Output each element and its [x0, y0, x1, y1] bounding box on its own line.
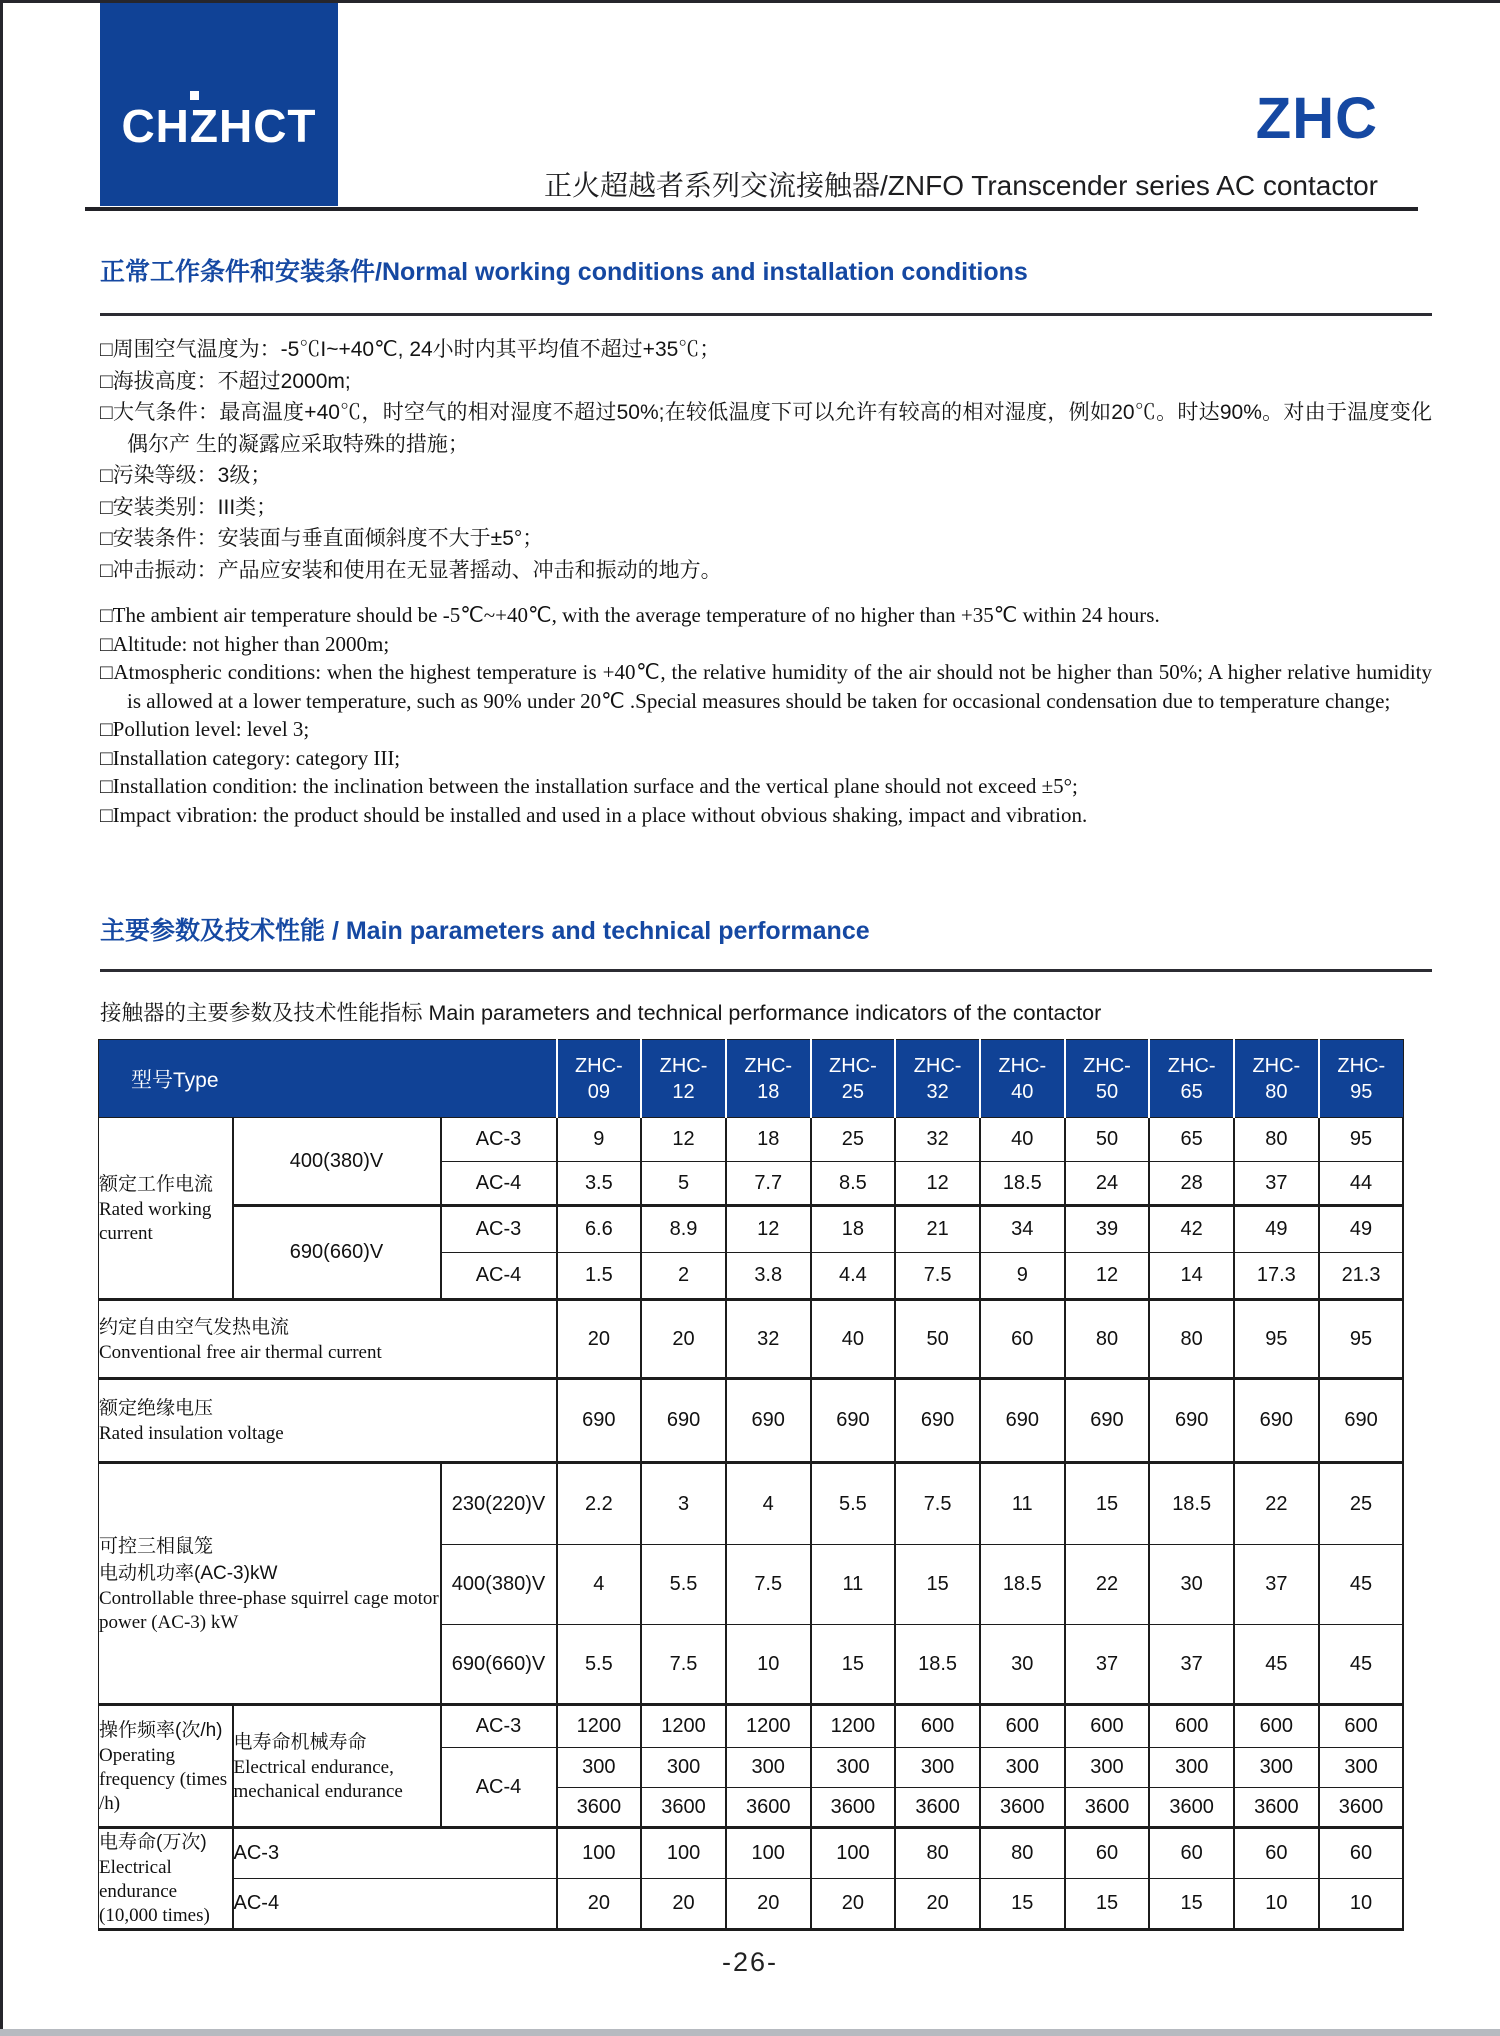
value-cell: 18 — [726, 1118, 811, 1162]
model-prefix: ZHC- — [913, 1054, 962, 1077]
value-cell: 15 — [895, 1545, 980, 1625]
model-number: 32 — [926, 1080, 949, 1103]
value-cell: 5 — [641, 1162, 726, 1206]
value-cell: 28 — [1149, 1162, 1234, 1206]
table-row — [99, 1463, 1404, 1545]
value-cell: 3600 — [1319, 1788, 1404, 1828]
label-cn: 约定自由空气发热电流 — [99, 1316, 290, 1338]
table-row — [99, 1879, 1404, 1930]
value-cell: 690 — [1319, 1379, 1404, 1463]
value-cell: 300 — [726, 1748, 811, 1788]
value-cell: 50 — [1065, 1118, 1150, 1162]
value-cell: 690 — [1234, 1379, 1319, 1463]
value-cell: 6.6 — [557, 1206, 642, 1253]
list-item: □Altitude: not higher than 2000m; — [100, 631, 390, 656]
list-item: □Pollution level: level 3; — [100, 717, 310, 741]
value-cell: 25 — [1319, 1463, 1404, 1545]
value-cell: 80 — [1234, 1118, 1319, 1162]
table-header-row — [99, 1040, 1404, 1118]
series-subtitle: 正火超越者系列交流接触器/ZNFO Transcender series AC contactor — [544, 170, 1378, 201]
value-cell: 3600 — [726, 1788, 811, 1828]
value-cell: 300 — [1149, 1748, 1234, 1788]
value-cell: 3600 — [811, 1788, 896, 1828]
value-cell: 24 — [1065, 1162, 1150, 1206]
value-cell: 3600 — [980, 1788, 1065, 1828]
value-cell: 300 — [980, 1748, 1065, 1788]
table-intro-text: 接触器的主要参数及技术性能指标 Main parameters and technical performance indicators of the contactor — [100, 1001, 1102, 1025]
value-cell: 3600 — [1065, 1788, 1150, 1828]
label-en: Rated working current — [99, 1198, 212, 1244]
list-item: □The ambient air temperature should be -5℃~+40℃, with the average temperature of no higher than +35℃ within 24 hours. — [100, 603, 1160, 627]
value-cell: 22 — [1065, 1545, 1150, 1625]
value-cell: 12 — [895, 1162, 980, 1206]
model-prefix: ZHC- — [744, 1054, 793, 1077]
value-cell: 1200 — [641, 1705, 726, 1748]
value-cell: 8.5 — [811, 1162, 896, 1206]
value-cell: 60 — [1149, 1828, 1234, 1879]
value-cell: 65 — [1149, 1118, 1234, 1162]
value-cell: 7.5 — [641, 1625, 726, 1705]
value-cell: 80 — [895, 1828, 980, 1879]
value-cell: 600 — [980, 1705, 1065, 1748]
value-cell: 10 — [726, 1625, 811, 1705]
value-cell: 11 — [811, 1545, 896, 1625]
value-cell: 10 — [1319, 1879, 1404, 1930]
value-cell: 2.2 — [557, 1463, 642, 1545]
brand-logo — [100, 3, 338, 206]
page-bottom-edge — [0, 2029, 1500, 2036]
model-number: 50 — [1095, 1080, 1119, 1103]
value-cell: 18 — [811, 1206, 896, 1253]
value-cell: 18.5 — [980, 1162, 1065, 1206]
value-cell: 3600 — [1234, 1788, 1319, 1828]
value-cell: 49 — [1234, 1206, 1319, 1253]
value-cell: 300 — [641, 1748, 726, 1788]
label-en: Electrical endurance (10,000 times) — [99, 1857, 210, 1926]
value-cell: 60 — [980, 1300, 1065, 1379]
value-cell: 300 — [1319, 1748, 1404, 1788]
list-item: □大气条件：最高温度+40℃，时空气的相对湿度不超过50%;在较低温度下可以允许有较高的相对湿度，例如20℃。时达90%。对由于温度变化偶尔产 生的凝露应采取特殊的措施； — [100, 401, 1432, 456]
value-cell: 7.5 — [895, 1253, 980, 1300]
header-model-cell — [1065, 1040, 1150, 1118]
header-type-cell: 型号Type — [99, 1040, 557, 1118]
row-label-thermal-current — [99, 1300, 557, 1379]
value-cell: 12 — [641, 1118, 726, 1162]
row-label-electrical-endurance — [99, 1828, 233, 1930]
ac-category-cell: AC-4 — [441, 1748, 557, 1828]
value-cell: 3.8 — [726, 1253, 811, 1300]
value-cell: 95 — [1319, 1118, 1404, 1162]
value-cell: 690 — [641, 1379, 726, 1463]
value-cell: 18.5 — [980, 1545, 1065, 1625]
value-cell: 5.5 — [557, 1625, 642, 1705]
value-cell: 21 — [895, 1206, 980, 1253]
value-cell: 40 — [980, 1118, 1065, 1162]
value-cell: 20 — [641, 1879, 726, 1930]
section-working-conditions — [100, 256, 1432, 829]
value-cell: 2 — [641, 1253, 726, 1300]
page-number: -26- — [721, 1947, 778, 1977]
list-item: □冲击振动：产品应安装和使用在无显著摇动、冲击和振动的地方。 — [100, 558, 722, 582]
model-prefix: ZHC- — [998, 1054, 1047, 1077]
product-code-title: ZHC — [1255, 86, 1378, 151]
label-en: Electrical endurance, mechanical endurance — [233, 1756, 403, 1802]
voltage-cell: 400(380)V — [441, 1545, 557, 1625]
row-label-motor-power — [99, 1463, 441, 1705]
value-cell: 300 — [1065, 1748, 1150, 1788]
value-cell: 12 — [1065, 1253, 1150, 1300]
value-cell: 14 — [1149, 1253, 1234, 1300]
value-cell: 20 — [557, 1879, 642, 1930]
row-label-rated-current — [99, 1118, 233, 1300]
ac-category-cell: AC-3 — [441, 1118, 557, 1162]
list-item: □安装条件：安装面与垂直面倾斜度不大于±5°； — [100, 527, 544, 550]
value-cell: 95 — [1234, 1300, 1319, 1379]
value-cell: 600 — [1065, 1705, 1150, 1748]
header-model-cell — [641, 1040, 726, 1118]
value-cell: 300 — [557, 1748, 642, 1788]
value-cell: 95 — [1319, 1300, 1404, 1379]
value-cell: 300 — [1234, 1748, 1319, 1788]
value-cell: 45 — [1234, 1625, 1319, 1705]
value-cell: 3600 — [557, 1788, 642, 1828]
value-cell: 3.5 — [557, 1162, 642, 1206]
value-cell: 3600 — [641, 1788, 726, 1828]
value-cell: 80 — [980, 1828, 1065, 1879]
label-cn: 电动机功率(AC-3)kW — [99, 1562, 278, 1584]
value-cell: 20 — [726, 1879, 811, 1930]
label-en: Controllable three-phase squirrel cage motor power (AC-3) kW — [99, 1587, 439, 1633]
list-item: □Atmospheric conditions: when the highest temperature is +40℃, the relative humidity of the air should not be higher than 50%; A higher relative humidity is allowed at a lower temperature, such as 90% under 20℃ .Special measures should be taken for occasional condensation due to temperature change; — [100, 660, 1432, 713]
value-cell: 690 — [980, 1379, 1065, 1463]
value-cell: 4 — [557, 1545, 642, 1625]
value-cell: 15 — [1065, 1879, 1150, 1930]
value-cell: 11 — [980, 1463, 1065, 1545]
voltage-cell: 230(220)V — [441, 1463, 557, 1545]
list-item: □污染等级：3级； — [100, 464, 272, 487]
section-main-parameters — [100, 905, 1432, 1027]
ac-category-cell: AC-4 — [233, 1879, 557, 1930]
ac-category-cell: AC-3 — [441, 1206, 557, 1253]
value-cell: 3600 — [1149, 1788, 1234, 1828]
value-cell: 4 — [726, 1463, 811, 1545]
value-cell: 20 — [811, 1879, 896, 1930]
value-cell: 5.5 — [641, 1545, 726, 1625]
model-number: 25 — [841, 1080, 865, 1103]
list-item: □海拔高度：不超过2000m; — [100, 369, 351, 393]
model-prefix: ZHC- — [574, 1054, 623, 1077]
value-cell: 20 — [641, 1300, 726, 1379]
value-cell: 49 — [1319, 1206, 1404, 1253]
model-prefix: ZHC- — [1252, 1054, 1301, 1077]
model-prefix: ZHC- — [659, 1054, 708, 1077]
list-item: □Installation category: category III; — [100, 745, 401, 770]
value-cell: 37 — [1065, 1625, 1150, 1705]
header-model-cell — [811, 1040, 896, 1118]
value-cell: 39 — [1065, 1206, 1150, 1253]
list-item: □Installation condition: the inclination between the installation surface and the vertical plane should not exceed ±5°; — [100, 774, 1078, 798]
header-model-cell — [1319, 1040, 1404, 1118]
header-model-cell — [895, 1040, 980, 1118]
table-row — [99, 1705, 1404, 1748]
row-label-insulation-voltage — [99, 1379, 557, 1463]
value-cell: 10 — [1234, 1879, 1319, 1930]
value-cell: 1200 — [811, 1705, 896, 1748]
value-cell: 5.5 — [811, 1463, 896, 1545]
row-label-endurance-type — [233, 1705, 441, 1828]
model-number: 80 — [1265, 1080, 1288, 1103]
value-cell: 690 — [811, 1379, 896, 1463]
value-cell: 34 — [980, 1206, 1065, 1253]
model-prefix: ZHC- — [1083, 1054, 1131, 1077]
label-cn: 电寿命(万次) — [99, 1832, 207, 1853]
value-cell: 60 — [1065, 1828, 1150, 1879]
label-cn: 操作频率(次/h) — [99, 1719, 223, 1741]
list-item: □安装类别：III类； — [100, 495, 278, 519]
value-cell: 600 — [1149, 1705, 1234, 1748]
value-cell: 300 — [895, 1748, 980, 1788]
value-cell: 7.5 — [895, 1463, 980, 1545]
value-cell: 60 — [1319, 1828, 1404, 1879]
table-row — [99, 1828, 1404, 1879]
model-number: 95 — [1350, 1080, 1373, 1103]
model-number: 40 — [1011, 1080, 1034, 1103]
value-cell: 690 — [1065, 1379, 1150, 1463]
logo-dot-accent — [190, 91, 199, 100]
model-number: 12 — [672, 1080, 695, 1103]
value-cell: 7.7 — [726, 1162, 811, 1206]
value-cell: 300 — [811, 1748, 896, 1788]
conditions-list-english — [100, 601, 1432, 829]
value-cell: 37 — [1234, 1162, 1319, 1206]
value-cell: 40 — [811, 1300, 896, 1379]
value-cell: 25 — [811, 1118, 896, 1162]
header-model-cell — [557, 1040, 642, 1118]
value-cell: 600 — [1319, 1705, 1404, 1748]
value-cell: 100 — [557, 1828, 642, 1879]
ac-category-cell: AC-3 — [441, 1705, 557, 1748]
value-cell: 50 — [895, 1300, 980, 1379]
section-divider — [100, 313, 1432, 316]
model-prefix: ZHC- — [829, 1054, 877, 1077]
list-item: □周围空气温度为：-5℃I~+40℃, 24小时内其平均值不超过+35℃； — [100, 338, 721, 361]
value-cell: 9 — [557, 1118, 642, 1162]
value-cell: 22 — [1234, 1463, 1319, 1545]
conditions-list-chinese — [100, 334, 1432, 586]
value-cell: 7.5 — [726, 1545, 811, 1625]
list-item: □Impact vibration: the product should be installed and used in a place without obvious shaking, impact and vibration. — [100, 802, 1088, 827]
table-row — [99, 1118, 1404, 1162]
label-en: Operating frequency (times /h) — [99, 1744, 228, 1814]
value-cell: 37 — [1234, 1545, 1319, 1625]
value-cell: 17.3 — [1234, 1253, 1319, 1300]
value-cell: 18.5 — [895, 1625, 980, 1705]
section-title-parameters: 主要参数及技术性能 / Main parameters and technical performance — [100, 917, 870, 945]
value-cell: 45 — [1319, 1625, 1404, 1705]
model-prefix: ZHC- — [1337, 1054, 1386, 1077]
value-cell: 15 — [1149, 1879, 1234, 1930]
voltage-cell: 690(660)V — [441, 1625, 557, 1705]
ac-category-cell: AC-4 — [441, 1253, 557, 1300]
value-cell: 20 — [557, 1300, 642, 1379]
value-cell: 42 — [1149, 1206, 1234, 1253]
value-cell: 15 — [1065, 1463, 1150, 1545]
label-en: Conventional free air thermal current — [99, 1341, 382, 1363]
value-cell: 8.9 — [641, 1206, 726, 1253]
header-model-cell — [1149, 1040, 1234, 1118]
table-row — [99, 1379, 1404, 1463]
model-number: 65 — [1180, 1080, 1203, 1103]
model-prefix: ZHC- — [1167, 1054, 1216, 1077]
value-cell: 30 — [1149, 1545, 1234, 1625]
value-cell: 12 — [726, 1206, 811, 1253]
value-cell: 600 — [895, 1705, 980, 1748]
label-en: Rated insulation voltage — [99, 1423, 284, 1444]
value-cell: 3 — [641, 1463, 726, 1545]
value-cell: 3600 — [895, 1788, 980, 1828]
header-model-cell — [1234, 1040, 1319, 1118]
voltage-cell: 400(380)V — [233, 1118, 441, 1206]
value-cell: 15 — [811, 1625, 896, 1705]
value-cell: 1.5 — [557, 1253, 642, 1300]
value-cell: 690 — [557, 1379, 642, 1463]
value-cell: 690 — [1149, 1379, 1234, 1463]
value-cell: 100 — [726, 1828, 811, 1879]
parameters-table — [98, 1039, 1404, 1931]
table-row — [99, 1206, 1404, 1253]
value-cell: 600 — [1234, 1705, 1319, 1748]
label-cn: 可控三相鼠笼 — [99, 1535, 214, 1557]
value-cell: 100 — [811, 1828, 896, 1879]
value-cell: 32 — [726, 1300, 811, 1379]
model-number: 09 — [587, 1080, 610, 1103]
value-cell: 9 — [980, 1253, 1065, 1300]
value-cell: 44 — [1319, 1162, 1404, 1206]
value-cell: 690 — [895, 1379, 980, 1463]
ac-category-cell: AC-3 — [233, 1828, 557, 1879]
value-cell: 20 — [895, 1879, 980, 1930]
value-cell: 32 — [895, 1118, 980, 1162]
value-cell: 45 — [1319, 1545, 1404, 1625]
page-left-edge — [0, 0, 3, 2036]
label-cn: 额定绝缘电压 — [99, 1398, 214, 1419]
label-cn: 额定工作电流 — [99, 1173, 214, 1195]
value-cell: 15 — [980, 1879, 1065, 1930]
voltage-cell: 690(660)V — [233, 1206, 441, 1300]
value-cell: 80 — [1065, 1300, 1150, 1379]
row-label-operating-frequency — [99, 1705, 233, 1828]
value-cell: 690 — [726, 1379, 811, 1463]
value-cell: 21.3 — [1319, 1253, 1404, 1300]
label-cn: 电寿命机械寿命 — [233, 1731, 367, 1753]
header-model-cell — [980, 1040, 1065, 1118]
model-number: 18 — [757, 1080, 780, 1103]
value-cell: 30 — [980, 1625, 1065, 1705]
value-cell: 1200 — [726, 1705, 811, 1748]
value-cell: 100 — [641, 1828, 726, 1879]
value-cell: 37 — [1149, 1625, 1234, 1705]
value-cell: 18.5 — [1149, 1463, 1234, 1545]
value-cell: 4.4 — [811, 1253, 896, 1300]
ac-category-cell: AC-4 — [441, 1162, 557, 1206]
value-cell: 80 — [1149, 1300, 1234, 1379]
brand-logo-text: CHZHCT — [121, 100, 317, 152]
section-title-conditions: 正常工作条件和安装条件/Normal working conditions and installation conditions — [100, 258, 1028, 286]
value-cell: 60 — [1234, 1828, 1319, 1879]
header-model-cell — [726, 1040, 811, 1118]
section-divider — [100, 969, 1432, 972]
table-row — [99, 1300, 1404, 1379]
value-cell: 1200 — [557, 1705, 642, 1748]
header-divider — [85, 207, 1418, 211]
